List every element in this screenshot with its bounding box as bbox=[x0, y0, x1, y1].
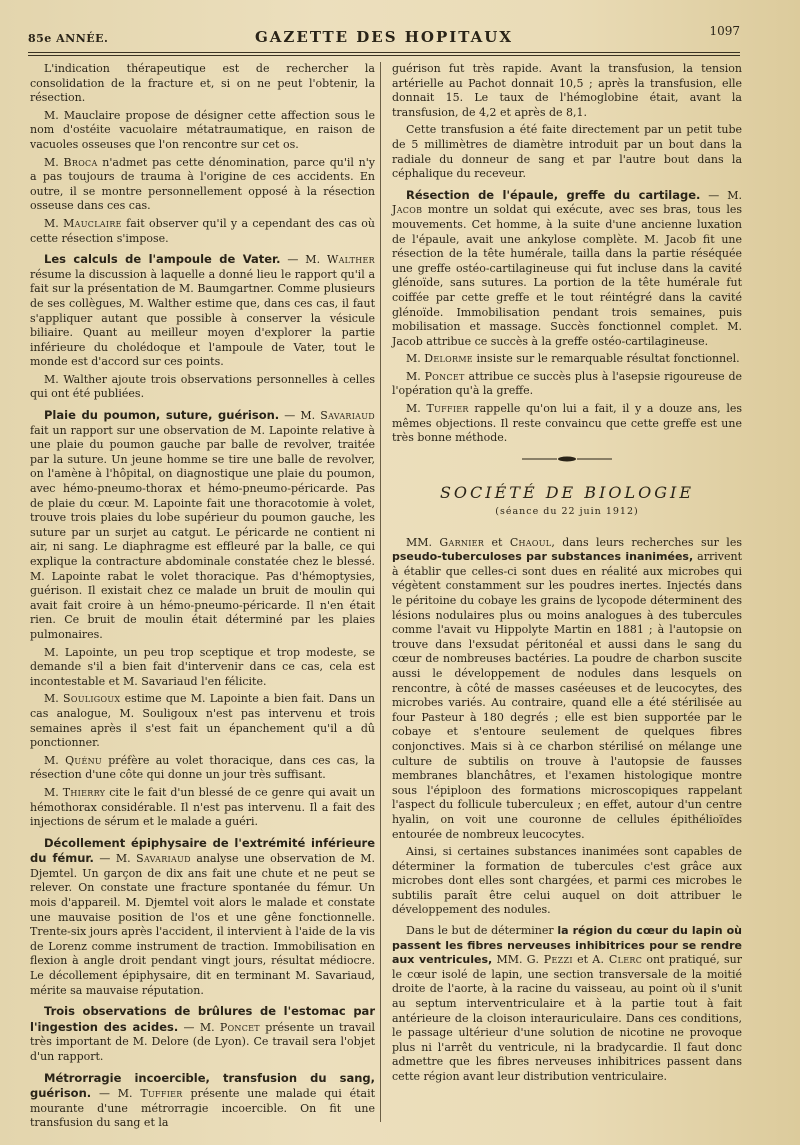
article-epaule: Résection de l'épaule, greffe du cartilage. — M. Jacob montre un soldat qui exécute, avec ses bras, tous les mouvements. Cet homme, à la suite d'une ancienne luxation de l'épaule, avait une ankylose complète. M. Jacob fit une résection de la tête humérale, tailla dans la partie réséquée une greffe ostéo-cartilagineuse qui fut incluse dans la cavité glénoïde, sans sutures. La portion de la tête humérale fut coiffée par cette greffe et le tout réintégré dans la cavité glénoïde. Immobilisation pendant trois semaines, puis mobilisation et massage. Succès fonctionnel complet. M. Jacob attribue ce succès à la greffe ostéo-cartilagineuse. bbox=[392, 187, 742, 348]
paragraph: M. Thierry cite le fait d'un blessé de ce genre qui avait un hémothorax considérable. Il n'est pas intervenu. Il a fait des injections de sérum et le malade a guéri. bbox=[30, 785, 375, 829]
paragraph: M. Delorme insiste sur le remarquable résultat fonctionnel. bbox=[406, 352, 740, 366]
right-column bbox=[392, 62, 742, 1088]
speaker-name: Garnier bbox=[439, 535, 485, 549]
section-title: Trois observations de brûlures de l'estomac par l'ingestion des acides. bbox=[30, 1004, 375, 1034]
paragraph: M. Poncet attribue ce succès plus à l'asepsie rigoureuse de l'opération qu'à la greffe. bbox=[392, 369, 742, 398]
topic-highlight: la région du cœur du lapin où passent les fibres nerveuses inhibitrices pour se rendre aux ventricules, bbox=[392, 924, 742, 967]
paragraph: Dans le but de déterminer la région du cœur du lapin où passent les fibres nerveuses inhibitrices pour se rendre aux ventricules, MM. G. Pezzi et A. Clerc ont pratiqué, sur le cœur isolé de lapin, une section transversale de la moitié droite de l'aorte, à la racine du vaisseau, au point où il s'unit au septum interventriculaire et à la partie tout à fait antérieure de la cloison interauriculaire. Dans ces conditions, le passage ultérieur d'une solution de nicotine ne provoque plus ni l'arrêt du ventricule, ni la bradycardie. Il faut donc admettre que les fibres nerveuses inhibitrices passent dans cette région avant leur distribution ventriculaire. bbox=[392, 924, 742, 1083]
speaker-name: G. Pezzi bbox=[526, 953, 573, 967]
speaker-name: Souligoux bbox=[63, 692, 121, 706]
session-date: (séance du 22 juin 1912) bbox=[495, 506, 639, 518]
speaker-name: Tuffier bbox=[140, 1087, 183, 1101]
speaker-name: A. Clerc bbox=[592, 953, 643, 967]
section-title: Plaie du poumon, suture, guérison. bbox=[44, 408, 280, 423]
article-femur: Décollement épiphysaire de l'extrémité inférieure du fémur. — M. Savariaud analyse une observation de M. Djemtel. Un garçon de dix ans fait une chute et ne peut se relever. On constate une fracture spontanée du fémur. Un mois d'appareil. M. Djemtel voit alors le malade et constate une mauvaise position de l'os et une gêne fonctionnelle. Trente-six jours après l'accident, il intervient à l'aide de la vis de Lorenz comme instrument de traction. Immobilisation en flexion à angle droit pendant vingt jours, résultat médiocre. Le décollement épiphysaire, dit en terminant M. Savariaud, mérite sa mauvaise réputation. bbox=[30, 835, 376, 997]
paragraph: M. Walther ajoute trois observations personnelles à celles qui ont été publiées. bbox=[30, 372, 375, 401]
page-header bbox=[28, 20, 740, 48]
section-ornament bbox=[392, 454, 742, 469]
speaker-name: Quénu bbox=[65, 753, 102, 767]
speaker-name: Mauclaire bbox=[63, 216, 122, 230]
section-title: Les calculs de l'ampoule de Vater. bbox=[44, 252, 281, 267]
paragraph: MM. Garnier et Chaoul, dans leurs recherches sur les pseudo-tuberculoses par substances inanimées, arrivent à établir que celles-ci sont dues en réalité aux microbes qui végètent constamment sur les poudres inertes. Injectés dans le péritoine du cobaye les grains de lycopode déterminent des lésions nodulaires plus ou moins analogues à des tubercules comme l'avait vu Hippolyte Martin en 1881 ; à l'autopsie on trouve dans l'exsudat péritonéal et aussi dans le sang du cœur de nombreuses bactéries. La poudre de charbon suscite aussi le développement de nodules dans lesquels on rencontre, à côté de masses caséeuses et de leucocytes, des microbes variés. Au contraire, quand elle a été stérilisée au four Pasteur à 180 degrés ; elle est bien supportée par le cobaye et s'entoure seulement de quelques fibres conjonctives. Mais si à ce charbon stérilisé on mélange une culture de subtilis on trouve à l'autopsie de fausses membranes blanchâtres, et l'examen histologique montre sous l'épiploon des formations microscopiques rappelant l'aspect du follicule tuberculeux ; en effet, autour d'un centre hyalin, on voit une couronne de cellules épithélioïdes entourée de nombreux leucocytes. bbox=[392, 535, 742, 841]
section-title: Résection de l'épaule, greffe du cartilage. bbox=[406, 187, 701, 202]
article-metrorragie: Métrorragie incoercible, transfusion du sang, guérison. — M. Tuffier présente une malade qui était mourante d'une métrorragie incoercible. On fit une transfusion du sang et la bbox=[30, 1070, 376, 1130]
paragraph: M. Mauclaire fait observer qu'il y a cependant des cas où cette résection s'impose. bbox=[30, 216, 375, 245]
header-rule bbox=[28, 52, 740, 56]
paragraph: L'indication thérapeutique est de rechercher la consolidation de la fracture et, si on ne peut l'obtenir, la résection. bbox=[30, 62, 375, 105]
section-title: Décollement épiphysaire de l'extrémité inférieure du fémur. bbox=[30, 835, 375, 866]
paragraph: M. Tuffier rappelle qu'on lui a fait, il y a douze ans, les mêmes objections. Il reste convaincu que cette greffe est une très bonne méthode. bbox=[392, 402, 742, 445]
article-brulures: Trois observations de brûlures de l'estomac par l'ingestion des acides. — M. Poncet présente un travail très important de M. Delore (de Lyon). Ce travail sera l'objet d'un rapport. bbox=[30, 1004, 375, 1063]
speaker-name: Chaoul bbox=[509, 535, 552, 549]
paragraph: M. Broca n'admet pas cette dénomination, parce qu'il n'y a pas toujours de trauma à l'origine de ces accidents. En outre, il se montre personnellement opposé à la résection osseuse dans ces cas. bbox=[30, 155, 375, 213]
paragraph: M. Mauclaire propose de désigner cette affection sous le nom d'ostéite vacuolaire métatraumatique, en raison de vacuoles osseuses que l'on rencontre sur cet os. bbox=[30, 108, 375, 151]
speaker-name: Jacob bbox=[392, 203, 423, 217]
speaker-name: Tuffier bbox=[426, 402, 469, 416]
paragraph: Cette transfusion a été faite directement par un petit tube de 5 millimètres de diamètre introduit par un bout dans la radiale du donneur de sang et par l'autre bout dans la céphalique du receveur. bbox=[392, 123, 742, 181]
paragraph: M. Quénu préfère au volet thoracique, dans ces cas, la résection d'une côte qui donne un jour très suffisant. bbox=[30, 753, 375, 782]
speaker-name: Savariaud bbox=[136, 852, 191, 866]
speaker-name: Savariaud bbox=[320, 409, 376, 423]
article-poumon: Plaie du poumon, suture, guérison. — M. Savariaud fait un rapport sur une observation de M. Lapointe relative à une plaie du poumon gauche par balle de revolver, traitée par la suture. Un jeune homme se tire une balle de revolver, on l'amène à l'hôpital, on diagnostique une plaie du poumon, avec hémo-pneumo-thorax et hémo-pneumo-péricarde. Pas de plaie du cœur. M. Lapointe fait une thoracotomie à volet, trouve trois plaies du lobe supérieur du poumon gauche, les suture par un surjet au catgut. Le péricarde ne contient ni air, ni sang. Le diaphragme est effleuré par la balle, ce qui explique la contracture abdominale constatée chez le blessé. M. Lapointe rabat le volet thoracique. Pas d'hémoptysies, guérison. Il existait chez ce malade un bruit de moulin qui avait fait croire à un hémo-pneumo-péricarde. Il n'en était rien. Ce bruit de moulin était déterminé par les plaies pulmonaires. bbox=[30, 408, 376, 641]
paragraph: Ainsi, si certaines substances inanimées sont capables de déterminer la formation de tubercules c'est grâce aux microbes dont elles sont chargées, et parmi ces microbes le subtilis paraît être celui auquel on doit attribuer le développement des nodules. bbox=[392, 845, 742, 917]
paragraph: M. Lapointe, un peu trop sceptique et trop modeste, se demande s'il a bien fait d'intervenir dans ce cas, cela est incontestable et M. Savariaud l'en félicite. bbox=[30, 645, 375, 688]
column-divider bbox=[380, 62, 381, 1122]
section-title: Métrorragie incoercible, transfusion du sang, guérison. bbox=[30, 1070, 375, 1101]
paragraph: guérison fut très rapide. Avant la transfusion, la tension artérielle au Pachot donnait 10,5 ; après la transfusion, elle donnait 15. Le taux de l'hémoglobine était, avant la transfusion, de 4,2 et après de 8,1. bbox=[392, 62, 742, 119]
ornament-line-icon bbox=[522, 455, 612, 463]
article-vater: Les calculs de l'ampoule de Vater. — M. Walther résume la discussion à laquelle a donné lieu le rapport qu'il a fait sur la présentation de M. Baumgartner. Comme plusieurs de ses collègues, M. Walther estime que, dans ces cas, il faut s'appliquer autant que possible à conserver la vésicule biliaire. Quant au meilleur moyen d'explorer la partie inférieure du cholédoque et l'ampoule de Vater, tout le monde est d'accord sur ces points. bbox=[30, 252, 376, 369]
page-number: 1097 bbox=[709, 24, 740, 38]
speaker-name: Poncet bbox=[219, 1020, 260, 1034]
speaker-name: Delorme bbox=[424, 352, 473, 366]
speaker-name: Thierry bbox=[62, 785, 106, 799]
journal-title: GAZETTE DES HOPITAUX bbox=[254, 28, 513, 46]
speaker-name: Broca bbox=[63, 155, 98, 169]
topic-highlight: pseudo-tuberculoses par substances inanimées, bbox=[392, 550, 694, 564]
society-title: SOCIÉTÉ DE BIOLOGIE bbox=[439, 483, 695, 503]
speaker-name: Walther bbox=[326, 253, 376, 267]
speaker-name: Poncet bbox=[424, 369, 465, 383]
left-column bbox=[30, 62, 375, 1134]
paragraph: M. Souligoux estime que M. Lapointe a bien fait. Dans un cas analogue, M. Souligoux n'est pas intervenu et trois semaines après il s'est fait un épanchement qu'il a dû ponctionner. bbox=[30, 692, 375, 750]
year-label: 85e ANNÉE. bbox=[28, 32, 109, 45]
